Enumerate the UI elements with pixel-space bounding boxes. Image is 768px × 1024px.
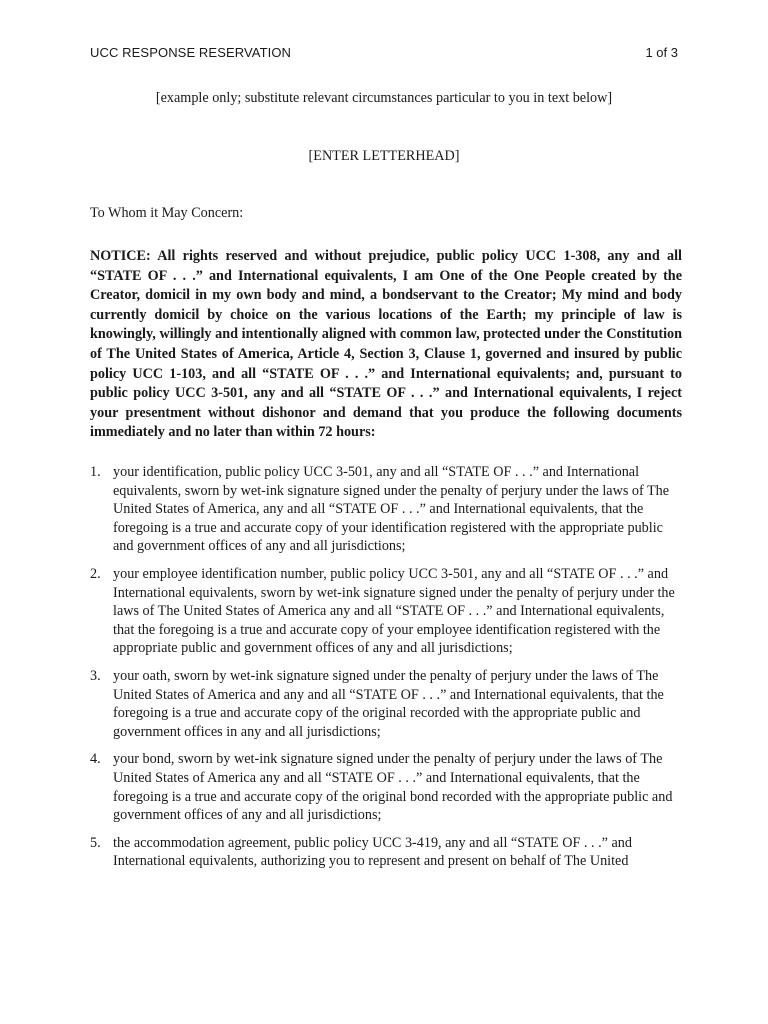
list-item xyxy=(90,565,680,658)
list-item-number: 4. xyxy=(90,751,101,768)
list-item-text: your oath, sworn by wet-ink signature signed under the penalty of perjury under the laws of The United States of America and any and all “STATE OF . . .” and International equivalents, that the foregoing is a true and accurate copy of the original recorded with the appropriate public and government offices in any and all jurisdictions; xyxy=(113,667,664,740)
list-item-number: 5. xyxy=(90,834,101,851)
list-item xyxy=(90,667,680,741)
list-item-number: 1. xyxy=(90,464,101,480)
list-item-number: 2. xyxy=(90,565,101,582)
demand-list xyxy=(90,463,680,880)
greeting: To Whom it May Concern: xyxy=(90,205,244,221)
list-item-text: your employee identification number, public policy UCC 3-501, any and all “STATE OF . . .” and International equivalents, sworn by wet-ink signature signed under the penalty of perjury under the laws of The United States of America any and all “STATE OF . . .” and International equivalents, that the foregoing is a true and accurate copy of your employee identification registered with the appropriate public and government offices of any and all jurisdictions; xyxy=(113,565,675,657)
list-item-number: 3. xyxy=(90,667,101,684)
notice-paragraph: NOTICE: All rights reserved and without prejudice, public policy UCC 1-308, any and all “STATE OF . . .” and International equivalents, I am One of the One People created by the Creator, domicil in my own body and mind, a bondservant to the Creator; My mind and body currently domicil by choice on the various locations of the Earth; my principle of law is knowingly, willingly and intentionally aligned with common law, protected under the Constitution of The United States of America, Article 4, Section 3, Clause 1, governed and insured by public policy UCC 1-103, and all “STATE OF . . .” and International equivalents; and, pursuant to public policy UCC 3-501, any and all “STATE OF . . .” and International equivalents, I reject your presentment without dishonor and demand that you produce the following documents immediately and no later than within 72 hours: xyxy=(90,248,682,441)
document-header-title: UCC RESPONSE RESERVATION xyxy=(90,45,292,60)
list-item xyxy=(90,463,680,556)
page-indicator: 1 of 3 xyxy=(645,45,678,60)
example-note: [example only; substitute relevant circumstances particular to you in text below] xyxy=(155,90,613,106)
letterhead-placeholder: [ENTER LETTERHEAD] xyxy=(308,148,460,164)
list-item-text: the accommodation agreement, public policy UCC 3-419, any and all “STATE OF . . .” and International equivalents, authorizing you to represent and present on behalf of The United xyxy=(113,834,632,870)
list-item xyxy=(90,750,680,824)
list-item xyxy=(90,834,680,871)
list-item-text: your bond, sworn by wet-ink signature signed under the penalty of perjury under the laws of The United States of America any and all “STATE OF . . .” and International equivalents, that the foregoing is a true and accurate copy of the original bond recorded with the appropriate public and government offices of any and all jurisdictions; xyxy=(113,751,673,824)
list-item-text: your identification, public policy UCC 3-501, any and all “STATE OF . . .” and International equivalents, sworn by wet-ink signature signed under the penalty of perjury under the laws of The United States of America, any and all “STATE OF . . .” and International equivalents, that the foregoing is a true and accurate copy of your identification registered with the appropriate public and government offices of any and all jurisdictions; xyxy=(113,464,670,555)
